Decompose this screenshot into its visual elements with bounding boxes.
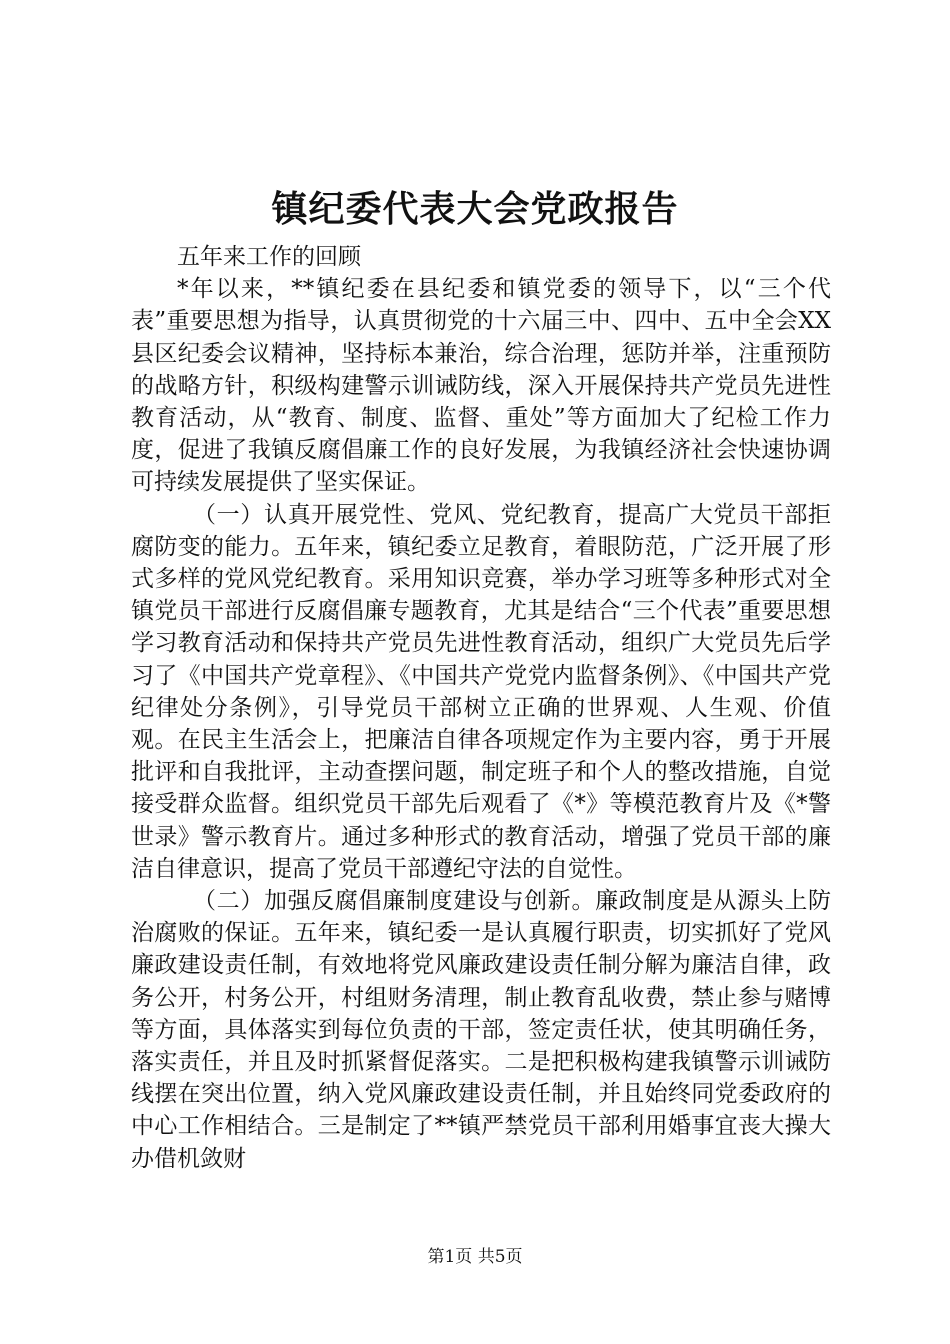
page-title: 镇纪委代表大会党政报告 — [271, 188, 679, 230]
paragraph-system-building: （二）加强反腐倡廉制度建设与创新。廉政制度是从源头上防治腐败的保证。五年来，镇纪委一是认真履行职责，切实抓好了党风廉政建设责任制，有效地将党风廉政建设责任制分解为廉洁自律，政务公开，村务公开，村组财务清理，制止教育乱收费，禁止参与赌博等方面，具体落实到每位负责的干部，签定责任状，使其明确任务，落实责任，并且及时抓紧督促落实。二是把积极构建我镇警示训诫防线摆在突出位置，纳入党风廉政建设责任制，并且始终同党委政府的中心工作相结合。三是制定了**镇严禁党员干部利用婚事宜丧大操大办借机敛财 — [131, 888, 831, 1172]
section-heading: 五年来工作的回顾 — [177, 244, 361, 270]
page-footer: 第1页 共5页 — [427, 1247, 523, 1267]
paragraph-intro: *年以来，**镇纪委在县纪委和镇党委的领导下，以“三个代表”重要思想为指导，认真贯彻党的十六届三中、四中、五中全会XX县区纪委会议精神，坚持标本兼治，综合治理，惩防并举，注重预防的战略方针，积级构建警示训诫防线，深入开展保持共产党员先进性教育活动，从“教育、制度、监督、重处”等方面加大了纪检工作力度，促进了我镇反腐倡廉工作的良好发展，为我镇经济社会快速协调可持续发展提供了坚实保证。 — [131, 276, 831, 496]
document-body — [131, 241, 831, 1175]
paragraph-education: （一）认真开展党性、党风、党纪教育，提高广大党员干部拒腐防变的能力。五年来，镇纪委立足教育，着眼防范，广泛开展了形式多样的党风党纪教育。采用知识竞赛，举办学习班等多种形式对全镇党员干部进行反腐倡廉专题教育，尤其是结合“三个代表”重要思想学习教育活动和保持共产党员先进性教育活动，组织广大党员先后学习了《中国共产党章程》、《中国共产党党内监督条例》、《中国共产党纪律处分条例》，引导党员干部树立正确的世界观、人生观、价值观。在民主生活会上，把廉洁自律各项规定作为主要内容，勇于开展批评和自我批评，主动查摆问题，制定班子和个人的整改措施，自觉接受群众监督。组织党员干部先后观看了《*》等模范教育片及《*警世录》警示教育片。通过多种形式的教育活动，增强了党员干部的廉洁自律意识，提高了党员干部遵纪守法的自觉性。 — [131, 501, 831, 882]
